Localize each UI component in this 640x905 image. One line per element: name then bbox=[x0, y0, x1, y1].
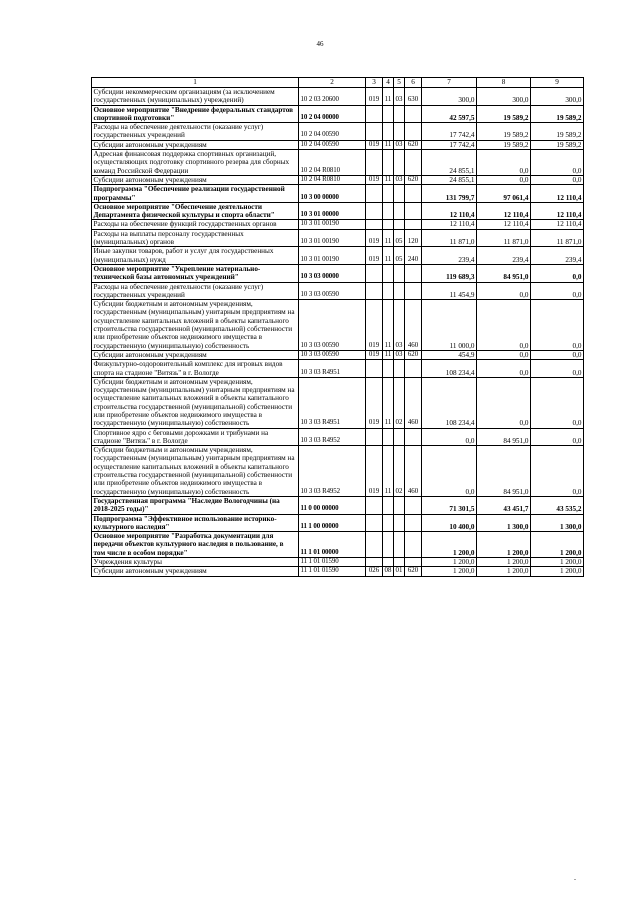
row-pr-cell bbox=[394, 360, 405, 378]
row-code-cell: 10 2 04 00590 bbox=[299, 123, 366, 141]
row-rz-cell: 11 bbox=[383, 350, 394, 359]
row-amount-2-cell: 84 951,0 bbox=[477, 428, 531, 446]
row-amount-2-cell: 300,0 bbox=[477, 88, 531, 106]
row-name-cell: Субсидии автономным учреждениям bbox=[92, 567, 299, 576]
row-code-cell: 10 2 04 00000 bbox=[299, 105, 366, 123]
row-kvr-cell bbox=[405, 123, 422, 141]
row-amount-1-cell: 119 689,3 bbox=[422, 264, 477, 282]
row-pr-cell: 01 bbox=[394, 567, 405, 576]
row-vr-cell: 019 bbox=[366, 446, 383, 497]
row-vr-cell bbox=[366, 123, 383, 141]
row-kvr-cell: 120 bbox=[405, 229, 422, 247]
row-code-cell: 10 3 01 00190 bbox=[299, 220, 366, 229]
row-amount-3-cell: 19 589,2 bbox=[531, 140, 584, 149]
row-vr-cell bbox=[366, 558, 383, 567]
row-pr-cell bbox=[394, 282, 405, 300]
table-row bbox=[92, 532, 584, 558]
row-pr-cell bbox=[394, 496, 405, 514]
row-vr-cell: 019 bbox=[366, 300, 383, 351]
row-vr-cell: 019 bbox=[366, 377, 383, 428]
table-row bbox=[92, 377, 584, 428]
row-amount-3-cell: 12 110,4 bbox=[531, 220, 584, 229]
budget-table bbox=[91, 77, 584, 577]
row-code-cell: 10 2 03 20600 bbox=[299, 88, 366, 106]
row-amount-1-cell: 454,9 bbox=[422, 350, 477, 359]
row-code-cell: 10 3 03 00000 bbox=[299, 264, 366, 282]
row-amount-1-cell: 11 000,0 bbox=[422, 300, 477, 351]
row-amount-3-cell: 239,4 bbox=[531, 247, 584, 265]
table-row bbox=[92, 567, 584, 576]
row-amount-2-cell: 11 871,0 bbox=[477, 229, 531, 247]
table-row bbox=[92, 282, 584, 300]
row-amount-3-cell: 1 200,0 bbox=[531, 532, 584, 558]
row-pr-cell: 03 bbox=[394, 300, 405, 351]
row-amount-3-cell: 11 871,0 bbox=[531, 229, 584, 247]
row-name-cell: Субсидии бюджетным и автономным учреждениям, государственным (муниципальным) унитарным предприятиям на осуществление капитальных вложений в объекты капитального строительства государственной (муниципальной) собственности или приобретение объектов недвижимого имущества в государственную (муниципальную) собственность bbox=[92, 377, 299, 428]
row-name-cell: Спортивное ядро с беговыми дорожками и трибунами на стадионе "Витязь" в г. Вологде bbox=[92, 428, 299, 446]
row-kvr-cell: 620 bbox=[405, 140, 422, 149]
row-amount-2-cell: 0,0 bbox=[477, 150, 531, 176]
table-row bbox=[92, 496, 584, 514]
row-kvr-cell: 620 bbox=[405, 175, 422, 184]
row-amount-1-cell: 24 855,1 bbox=[422, 175, 477, 184]
row-kvr-cell bbox=[405, 220, 422, 229]
row-kvr-cell bbox=[405, 105, 422, 123]
row-rz-cell bbox=[383, 202, 394, 220]
row-rz-cell bbox=[383, 220, 394, 229]
row-amount-2-cell: 84 951,0 bbox=[477, 264, 531, 282]
row-amount-1-cell: 24 855,1 bbox=[422, 150, 477, 176]
row-kvr-cell bbox=[405, 282, 422, 300]
row-vr-cell: 019 bbox=[366, 229, 383, 247]
row-amount-3-cell: 12 110,4 bbox=[531, 202, 584, 220]
row-rz-cell: 11 bbox=[383, 88, 394, 106]
row-code-cell: 10 2 04 00590 bbox=[299, 140, 366, 149]
table-row bbox=[92, 88, 584, 106]
row-vr-cell bbox=[366, 282, 383, 300]
row-rz-cell: 11 bbox=[383, 300, 394, 351]
row-pr-cell bbox=[394, 558, 405, 567]
row-pr-cell: 03 bbox=[394, 140, 405, 149]
row-code-cell: 11 1 00 00000 bbox=[299, 514, 366, 532]
row-amount-2-cell: 19 589,2 bbox=[477, 105, 531, 123]
row-pr-cell: 05 bbox=[394, 247, 405, 265]
row-amount-1-cell: 108 234,4 bbox=[422, 377, 477, 428]
row-name-cell: Государственная программа "Наследие Вологодчины (на 2018-2025 годы)" bbox=[92, 496, 299, 514]
row-vr-cell bbox=[366, 514, 383, 532]
row-amount-1-cell: 131 799,7 bbox=[422, 185, 477, 203]
table-row bbox=[92, 446, 584, 497]
row-amount-2-cell: 1 200,0 bbox=[477, 567, 531, 576]
table-row bbox=[92, 105, 584, 123]
row-amount-2-cell: 239,4 bbox=[477, 247, 531, 265]
row-rz-cell bbox=[383, 282, 394, 300]
row-vr-cell: 019 bbox=[366, 350, 383, 359]
column-header: 3 bbox=[366, 78, 383, 88]
row-name-cell: Субсидии бюджетным и автономным учреждениям, государственным (муниципальным) унитарным предприятиям на осуществление капитальных вложений в объекты капитального строительства государственной (муниципальной) собственности или приобретение объектов недвижимого имущества в государственную (муниципальную) собственность bbox=[92, 446, 299, 497]
row-amount-2-cell: 19 589,2 bbox=[477, 123, 531, 141]
row-amount-1-cell: 11 871,0 bbox=[422, 229, 477, 247]
row-vr-cell: 019 bbox=[366, 140, 383, 149]
row-name-cell: Подпрограмма "Эффективное использование историко-культурного наследия" bbox=[92, 514, 299, 532]
row-rz-cell bbox=[383, 185, 394, 203]
table-row bbox=[92, 558, 584, 567]
row-name-cell: Физкультурно-оздоровительный комплекс для игровых видов спорта на стадионе "Витязь" в г. Вологде bbox=[92, 360, 299, 378]
row-rz-cell bbox=[383, 360, 394, 378]
row-vr-cell bbox=[366, 428, 383, 446]
row-name-cell: Расходы на обеспечение функций государственных органов bbox=[92, 220, 299, 229]
table-row bbox=[92, 140, 584, 149]
column-header: 6 bbox=[405, 78, 422, 88]
row-amount-2-cell: 84 951,0 bbox=[477, 446, 531, 497]
page-mark: - bbox=[574, 877, 576, 883]
row-amount-3-cell: 300,0 bbox=[531, 88, 584, 106]
row-pr-cell bbox=[394, 123, 405, 141]
table-row bbox=[92, 428, 584, 446]
row-amount-3-cell: 0,0 bbox=[531, 428, 584, 446]
column-header: 1 bbox=[92, 78, 299, 88]
row-kvr-cell bbox=[405, 185, 422, 203]
row-amount-1-cell: 108 234,4 bbox=[422, 360, 477, 378]
row-amount-2-cell: 43 451,7 bbox=[477, 496, 531, 514]
table-row bbox=[92, 360, 584, 378]
row-kvr-cell bbox=[405, 150, 422, 176]
row-rz-cell bbox=[383, 532, 394, 558]
table-row bbox=[92, 514, 584, 532]
row-amount-2-cell: 12 110,4 bbox=[477, 220, 531, 229]
row-vr-cell bbox=[366, 532, 383, 558]
row-name-cell: Субсидии автономным учреждениям bbox=[92, 350, 299, 359]
row-amount-3-cell: 19 589,2 bbox=[531, 123, 584, 141]
row-code-cell: 11 1 01 00000 bbox=[299, 532, 366, 558]
row-amount-2-cell: 0,0 bbox=[477, 350, 531, 359]
table-row bbox=[92, 247, 584, 265]
row-amount-1-cell: 1 200,0 bbox=[422, 567, 477, 576]
row-amount-1-cell: 42 597,5 bbox=[422, 105, 477, 123]
row-code-cell: 10 3 03 00590 bbox=[299, 300, 366, 351]
row-pr-cell bbox=[394, 202, 405, 220]
row-amount-2-cell: 12 110,4 bbox=[477, 202, 531, 220]
row-amount-3-cell: 1 200,0 bbox=[531, 558, 584, 567]
row-amount-3-cell: 0,0 bbox=[531, 175, 584, 184]
row-kvr-cell: 620 bbox=[405, 567, 422, 576]
row-rz-cell bbox=[383, 496, 394, 514]
row-code-cell: 10 3 01 00190 bbox=[299, 229, 366, 247]
row-pr-cell: 02 bbox=[394, 377, 405, 428]
row-amount-2-cell: 1 300,0 bbox=[477, 514, 531, 532]
row-pr-cell bbox=[394, 514, 405, 532]
row-rz-cell: 11 bbox=[383, 247, 394, 265]
row-vr-cell: 019 bbox=[366, 88, 383, 106]
row-vr-cell bbox=[366, 105, 383, 123]
column-header: 2 bbox=[299, 78, 366, 88]
row-vr-cell bbox=[366, 185, 383, 203]
column-header: 7 bbox=[422, 78, 477, 88]
row-kvr-cell bbox=[405, 514, 422, 532]
row-code-cell: 11 1 01 01590 bbox=[299, 558, 366, 567]
row-vr-cell: 019 bbox=[366, 175, 383, 184]
row-code-cell: 11 0 00 00000 bbox=[299, 496, 366, 514]
row-amount-3-cell: 0,0 bbox=[531, 300, 584, 351]
row-rz-cell: 11 bbox=[383, 446, 394, 497]
row-pr-cell bbox=[394, 532, 405, 558]
row-amount-1-cell: 11 454,9 bbox=[422, 282, 477, 300]
row-code-cell: 10 2 04 R0810 bbox=[299, 175, 366, 184]
row-name-cell: Субсидии некоммерческим организациям (за исключением государственных (муниципальных) учреждений) bbox=[92, 88, 299, 106]
row-kvr-cell bbox=[405, 532, 422, 558]
table-row bbox=[92, 220, 584, 229]
row-vr-cell bbox=[366, 264, 383, 282]
row-pr-cell bbox=[394, 105, 405, 123]
row-pr-cell bbox=[394, 220, 405, 229]
row-kvr-cell bbox=[405, 428, 422, 446]
row-rz-cell bbox=[383, 264, 394, 282]
row-pr-cell bbox=[394, 264, 405, 282]
row-kvr-cell: 460 bbox=[405, 377, 422, 428]
row-vr-cell bbox=[366, 360, 383, 378]
row-amount-1-cell: 0,0 bbox=[422, 446, 477, 497]
row-kvr-cell: 460 bbox=[405, 446, 422, 497]
header-row bbox=[92, 78, 584, 88]
row-rz-cell: 11 bbox=[383, 140, 394, 149]
table-row bbox=[92, 175, 584, 184]
row-kvr-cell bbox=[405, 558, 422, 567]
row-amount-3-cell: 0,0 bbox=[531, 377, 584, 428]
row-code-cell: 10 3 03 R4951 bbox=[299, 360, 366, 378]
row-rz-cell bbox=[383, 150, 394, 176]
row-amount-2-cell: 1 200,0 bbox=[477, 558, 531, 567]
row-amount-3-cell: 0,0 bbox=[531, 360, 584, 378]
row-code-cell: 10 3 01 00190 bbox=[299, 247, 366, 265]
row-name-cell: Основное мероприятие "Разработка документации для передачи объектов культурного наследия в пользование, в том числе в особом порядке" bbox=[92, 532, 299, 558]
row-vr-cell: 026 bbox=[366, 567, 383, 576]
row-amount-1-cell: 1 200,0 bbox=[422, 532, 477, 558]
row-vr-cell bbox=[366, 496, 383, 514]
row-amount-3-cell: 0,0 bbox=[531, 150, 584, 176]
row-code-cell: 10 3 03 00590 bbox=[299, 282, 366, 300]
row-name-cell: Учреждения культуры bbox=[92, 558, 299, 567]
row-vr-cell: 019 bbox=[366, 247, 383, 265]
column-header: 5 bbox=[394, 78, 405, 88]
row-amount-1-cell: 71 301,5 bbox=[422, 496, 477, 514]
row-name-cell: Иные закупки товаров, работ и услуг для государственных (муниципальных) нужд bbox=[92, 247, 299, 265]
row-amount-1-cell: 0,0 bbox=[422, 428, 477, 446]
row-rz-cell bbox=[383, 105, 394, 123]
row-pr-cell bbox=[394, 185, 405, 203]
row-amount-2-cell: 0,0 bbox=[477, 175, 531, 184]
row-rz-cell bbox=[383, 514, 394, 532]
row-pr-cell bbox=[394, 150, 405, 176]
row-rz-cell bbox=[383, 558, 394, 567]
row-amount-2-cell: 97 061,4 bbox=[477, 185, 531, 203]
row-name-cell: Основное мероприятие "Обеспечение деятельности Департамента физической культуры и спорта области" bbox=[92, 202, 299, 220]
row-rz-cell: 11 bbox=[383, 229, 394, 247]
row-amount-1-cell: 17 742,4 bbox=[422, 140, 477, 149]
table-body bbox=[92, 88, 584, 577]
row-code-cell: 10 3 00 00000 bbox=[299, 185, 366, 203]
row-amount-3-cell: 0,0 bbox=[531, 350, 584, 359]
row-pr-cell: 03 bbox=[394, 350, 405, 359]
row-name-cell: Субсидии автономным учреждениям bbox=[92, 140, 299, 149]
row-amount-3-cell: 0,0 bbox=[531, 264, 584, 282]
row-amount-3-cell: 12 110,4 bbox=[531, 185, 584, 203]
row-kvr-cell bbox=[405, 360, 422, 378]
row-rz-cell: 11 bbox=[383, 175, 394, 184]
row-rz-cell bbox=[383, 123, 394, 141]
row-rz-cell: 11 bbox=[383, 377, 394, 428]
row-kvr-cell: 460 bbox=[405, 300, 422, 351]
row-code-cell: 10 2 04 R0810 bbox=[299, 150, 366, 176]
row-amount-2-cell: 0,0 bbox=[477, 360, 531, 378]
row-name-cell: Основное мероприятие "Внедрение федеральных стандартов спортивной подготовки" bbox=[92, 105, 299, 123]
row-name-cell: Расходы на обеспечение деятельности (оказание услуг) государственных учреждений bbox=[92, 282, 299, 300]
row-kvr-cell bbox=[405, 496, 422, 514]
row-amount-3-cell: 0,0 bbox=[531, 446, 584, 497]
row-kvr-cell: 630 bbox=[405, 88, 422, 106]
column-header: 4 bbox=[383, 78, 394, 88]
table-row bbox=[92, 229, 584, 247]
table-row bbox=[92, 150, 584, 176]
row-amount-2-cell: 1 200,0 bbox=[477, 532, 531, 558]
row-kvr-cell bbox=[405, 264, 422, 282]
row-kvr-cell: 240 bbox=[405, 247, 422, 265]
table-row bbox=[92, 350, 584, 359]
row-amount-3-cell: 1 300,0 bbox=[531, 514, 584, 532]
row-pr-cell bbox=[394, 428, 405, 446]
row-rz-cell: 08 bbox=[383, 567, 394, 576]
row-name-cell: Подпрограмма "Обеспечение реализации государственной программы" bbox=[92, 185, 299, 203]
row-pr-cell: 02 bbox=[394, 446, 405, 497]
row-code-cell: 10 3 01 00000 bbox=[299, 202, 366, 220]
row-name-cell: Субсидии бюджетным и автономным учреждениям, государственным (муниципальным) унитарным предприятиям на осуществление капитальных вложений в объекты капитального строительства государственной (муниципальной) собственности или приобретение объектов недвижимого имущества в государственную (муниципальную) собственность bbox=[92, 300, 299, 351]
row-name-cell: Расходы на выплаты персоналу государственных (муниципальных) органов bbox=[92, 229, 299, 247]
row-amount-1-cell: 1 200,0 bbox=[422, 558, 477, 567]
table-row bbox=[92, 264, 584, 282]
row-name-cell: Адресная финансовая поддержка спортивных организаций, осуществляющих подготовку спортивного резерва для сборных команд Российской Федерации bbox=[92, 150, 299, 176]
row-name-cell: Субсидии автономным учреждениям bbox=[92, 175, 299, 184]
row-vr-cell bbox=[366, 220, 383, 229]
table-row bbox=[92, 123, 584, 141]
table-row bbox=[92, 202, 584, 220]
table-row bbox=[92, 185, 584, 203]
row-amount-1-cell: 10 400,0 bbox=[422, 514, 477, 532]
row-kvr-cell bbox=[405, 202, 422, 220]
row-amount-1-cell: 300,0 bbox=[422, 88, 477, 106]
row-pr-cell: 03 bbox=[394, 88, 405, 106]
page-number: 46 bbox=[316, 40, 324, 48]
row-pr-cell: 03 bbox=[394, 175, 405, 184]
row-amount-3-cell: 19 589,2 bbox=[531, 105, 584, 123]
row-amount-2-cell: 0,0 bbox=[477, 377, 531, 428]
row-amount-1-cell: 12 110,4 bbox=[422, 202, 477, 220]
row-amount-1-cell: 12 110,4 bbox=[422, 220, 477, 229]
row-code-cell: 10 3 03 00590 bbox=[299, 350, 366, 359]
row-amount-3-cell: 1 200,0 bbox=[531, 567, 584, 576]
row-name-cell: Расходы на обеспечение деятельности (оказание услуг) государственных учреждений bbox=[92, 123, 299, 141]
row-amount-2-cell: 19 589,2 bbox=[477, 140, 531, 149]
table-row bbox=[92, 300, 584, 351]
row-code-cell: 10 3 03 R4952 bbox=[299, 428, 366, 446]
row-amount-1-cell: 17 742,4 bbox=[422, 123, 477, 141]
row-kvr-cell: 620 bbox=[405, 350, 422, 359]
row-amount-2-cell: 0,0 bbox=[477, 282, 531, 300]
row-pr-cell: 05 bbox=[394, 229, 405, 247]
row-vr-cell bbox=[366, 150, 383, 176]
row-amount-3-cell: 0,0 bbox=[531, 282, 584, 300]
column-header: 9 bbox=[531, 78, 584, 88]
row-code-cell: 10 3 03 R4951 bbox=[299, 377, 366, 428]
row-name-cell: Основное мероприятие "Укрепление материально-технической базы автономных учреждений" bbox=[92, 264, 299, 282]
row-code-cell: 11 1 01 01590 bbox=[299, 567, 366, 576]
column-header: 8 bbox=[477, 78, 531, 88]
row-rz-cell bbox=[383, 428, 394, 446]
row-code-cell: 10 3 03 R4952 bbox=[299, 446, 366, 497]
row-amount-1-cell: 239,4 bbox=[422, 247, 477, 265]
row-vr-cell bbox=[366, 202, 383, 220]
row-amount-2-cell: 0,0 bbox=[477, 300, 531, 351]
row-amount-3-cell: 43 535,2 bbox=[531, 496, 584, 514]
